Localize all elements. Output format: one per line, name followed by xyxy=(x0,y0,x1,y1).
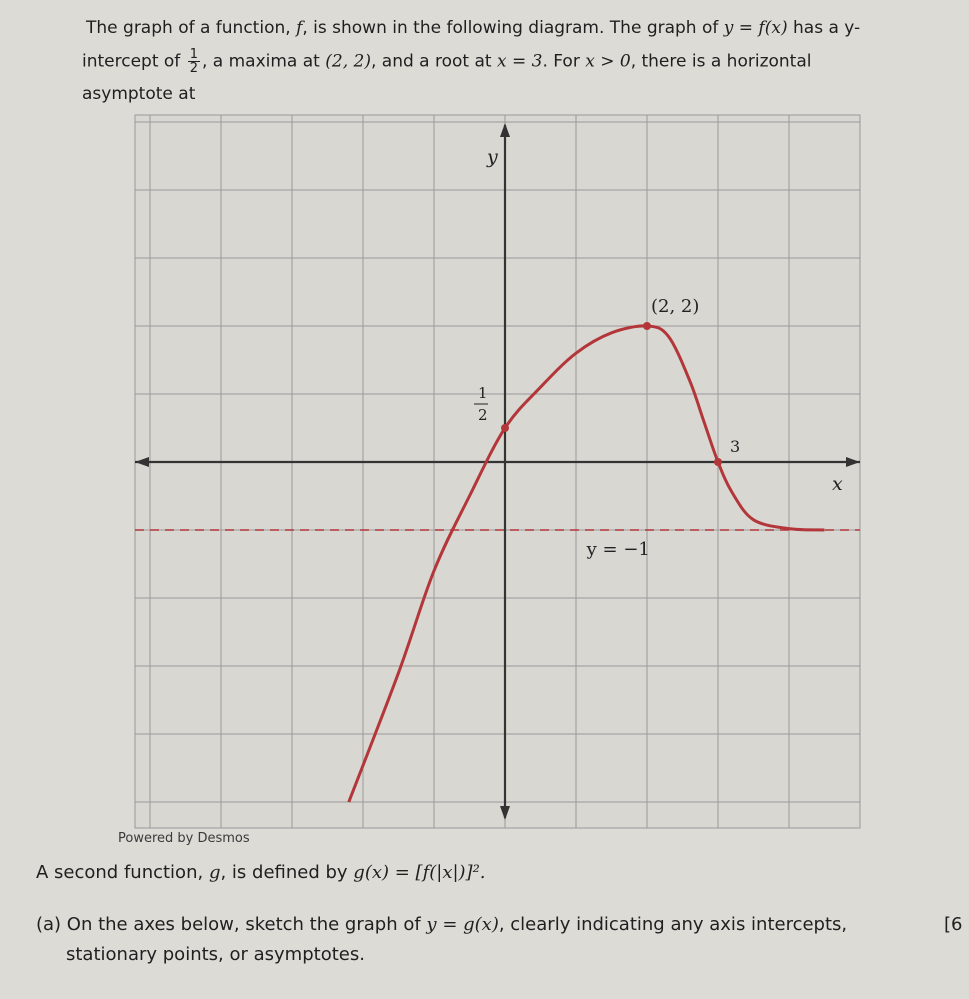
root-label: 3 xyxy=(730,437,741,456)
intro-line-1: The graph of a function, f, is shown in the following diagram. The graph of y = f(x) has a y- xyxy=(86,18,861,38)
y-equals-gx: y = g(x) xyxy=(426,914,499,935)
y-intercept-dot xyxy=(501,424,509,432)
one-half-fraction: $\frac{1}{2}$ xyxy=(189,47,198,76)
max-point: (2, 2) xyxy=(325,51,371,72)
intro-line-3: asymptote at xyxy=(82,84,196,104)
grid xyxy=(135,115,860,828)
f-symbol: f xyxy=(296,18,303,38)
y-equals-fx: y = f(x) xyxy=(723,18,788,38)
asymptote-label: y = −1 xyxy=(586,539,650,560)
intercept-label-numerator: 1 xyxy=(478,384,488,402)
part-a-line-1: (a) On the axes below, sketch the graph of y = g(x), clearly indicating any axis intercepts, xyxy=(36,914,848,935)
desmos-credit: Powered by Desmos xyxy=(118,831,250,846)
marks: [6 xyxy=(944,914,963,935)
x-axis-label: x xyxy=(832,473,843,495)
intro-line-2: intercept of $\frac{1}{2}$ , a maxima at (2, 2), and a root at x = 3. For x > 0, there is a horizontal xyxy=(82,47,812,76)
root-dot xyxy=(714,458,722,466)
max-point-dot xyxy=(643,322,651,330)
part-a-line-2: stationary points, or asymptotes. xyxy=(66,944,365,965)
max-label: (2, 2) xyxy=(651,296,700,317)
g-symbol: g xyxy=(208,862,221,883)
graph-panel xyxy=(135,115,860,828)
g-definition: g(x) = [f(|x|)]². xyxy=(353,862,486,883)
intercept-label-denominator: 2 xyxy=(478,406,488,424)
y-axis-label: y xyxy=(487,146,498,168)
x-greater-zero: x > 0 xyxy=(585,51,631,72)
second-function-line: A second function, g, is defined by g(x) = [f(|x|)]². xyxy=(36,862,486,883)
root-value: x = 3 xyxy=(496,51,543,72)
